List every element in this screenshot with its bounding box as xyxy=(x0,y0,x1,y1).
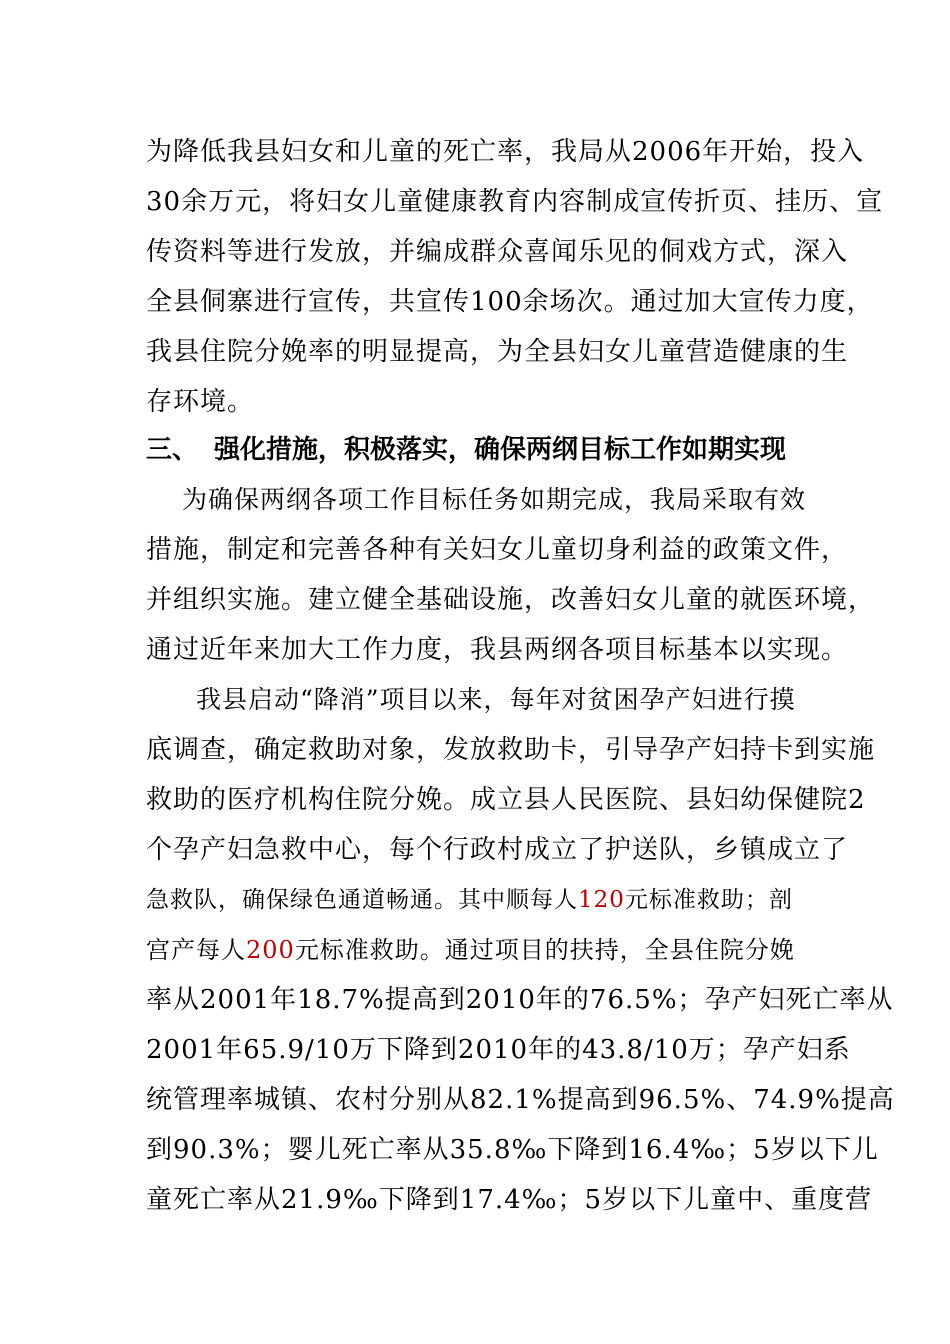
paragraph3-line8: 2001年65.9/10万下降到2010年的43.8/10万；孕产妇系 xyxy=(146,1035,851,1065)
paragraph3-line10: 到90.3%；婴儿死亡率从35.8‰下降到16.4‰；5岁以下儿 xyxy=(146,1135,879,1165)
highlight-amount-120: 120 xyxy=(578,887,625,913)
section-heading xyxy=(146,434,786,466)
paragraph1-line6: 存环境。 xyxy=(146,387,255,417)
paragraph2-line2: 措施，制定和完善各种有关妇女儿童切身利益的政策文件， xyxy=(146,535,849,565)
paragraph3-line1: 我县启动“降消”项目以来，每年对贫困孕产妇进行摸 xyxy=(196,685,796,714)
paragraph3-line6-text-a: 宫产每人 xyxy=(146,936,246,964)
highlight-amount-200: 200 xyxy=(246,936,295,964)
section-heading-text: 强化措施，积极落实，确保两纲目标工作如期实现 xyxy=(214,435,787,465)
paragraph3-line11: 童死亡率从21.9‰下降到17.4‰；5岁以下儿童中、重度营 xyxy=(146,1185,873,1215)
paragraph3-line5-text-b: 元标准救助；剖 xyxy=(624,887,793,913)
paragraph3-line5-text-a: 急救队，确保绿色通道畅通。其中顺每人 xyxy=(146,887,578,913)
paragraph3-line6-text-b: 元标准救助。通过项目的扶持，全县住院分娩 xyxy=(294,936,795,964)
paragraph1-line5: 我县住院分娩率的明显提高，为全县妇女儿童营造健康的生 xyxy=(146,337,849,367)
paragraph3-line2: 底调查，确定救助对象，发放救助卡，引导孕产妇持卡到实施 xyxy=(146,735,876,765)
paragraph1-line4: 全县侗寨进行宣传，共宣传100余场次。通过加大宣传力度， xyxy=(146,287,874,317)
paragraph1-line3: 传资料等进行发放，并编成群众喜闻乐见的侗戏方式，深入 xyxy=(146,237,849,267)
paragraph2-line3: 并组织实施。建立健全基础设施，改善妇女儿童的就医环境， xyxy=(146,585,876,615)
paragraph3-line5 xyxy=(146,884,793,916)
section-heading-number: 三、 xyxy=(146,435,199,465)
paragraph1-line2: 30余万元，将妇女儿童健康教育内容制成宣传折页、挂历、宣 xyxy=(146,187,884,217)
paragraph2-line1: 为确保两纲各项工作目标任务如期完成，我局采取有效 xyxy=(182,485,807,514)
paragraph3-line4: 个孕产妇急救中心，每个行政村成立了护送队，乡镇成立了 xyxy=(146,835,849,865)
paragraph3-line7: 率从2001年18.7%提高到2010年的76.5%；孕产妇死亡率从 xyxy=(146,985,894,1015)
paragraph2-line4: 通过近年来加大工作力度，我县两纲各项目标基本以实现。 xyxy=(146,635,849,665)
paragraph3-line6 xyxy=(146,934,795,966)
paragraph3-line3: 救助的医疗机构住院分娩。成立县人民医院、县妇幼保健院2 xyxy=(146,785,866,815)
paragraph3-line9: 统管理率城镇、农村分别从82.1%提高到96.5%、74.9%提高 xyxy=(146,1085,895,1115)
paragraph1-line1: 为降低我县妇女和儿童的死亡率，我局从2006年开始，投入 xyxy=(146,137,865,167)
